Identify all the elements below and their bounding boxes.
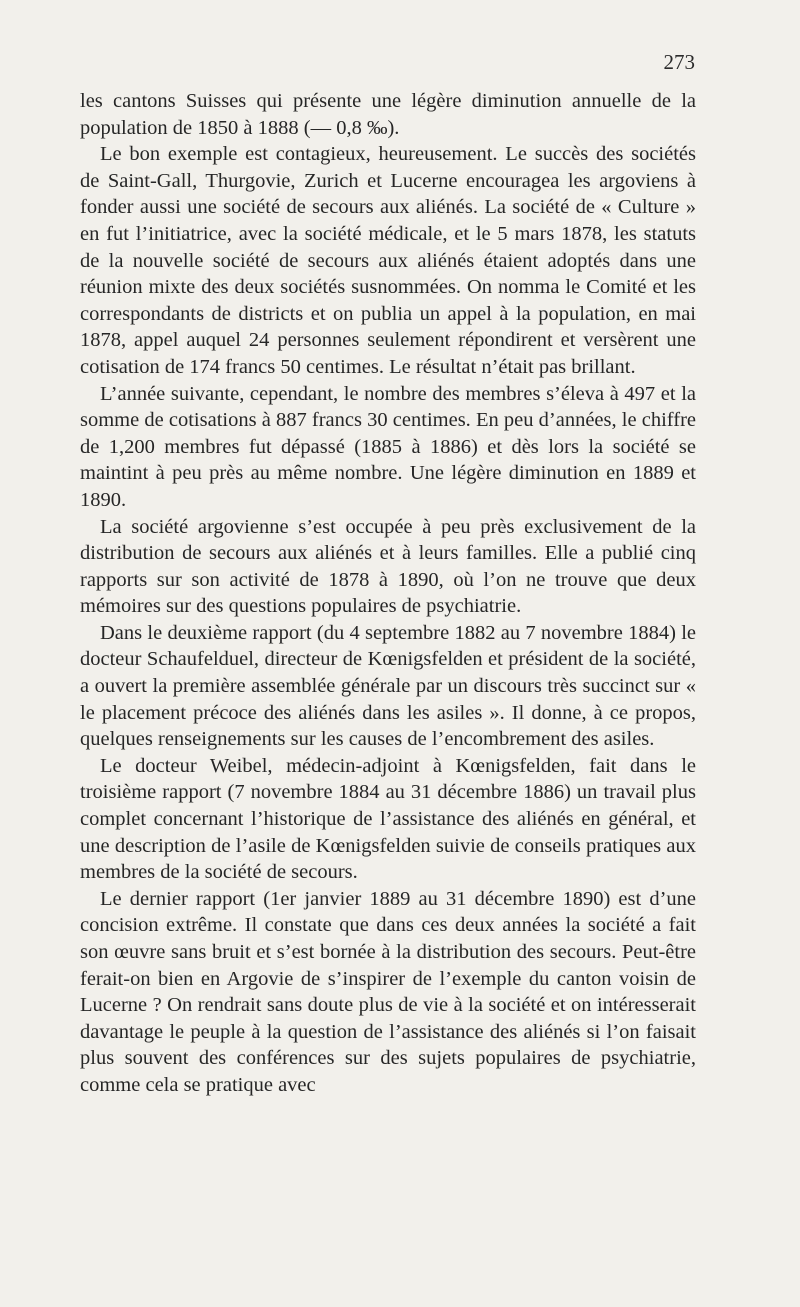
paragraph-7: Le dernier rapport (1er janvier 1889 au 31 décembre 1890) est d’une concision extrême. Il constate que dans ces deux années la société a fait son œuvre sans bruit et s’est bornée à la distribution des secours. Peut-être ferait-on bien en Argovie de s’inspirer de l’exemple du canton voisin de Lucerne ? On rendrait sans doute plus de vie à la société et on intéresserait davantage le peuple à la question de l’assistance des aliénés si l’on faisait plus souvent des conférences sur des sujets populaires de psychiatrie, comme cela se pratique avec bbox=[80, 887, 696, 1096]
page-number: 273 bbox=[663, 50, 695, 74]
paragraph-1: les cantons Suisses qui présente une légère diminution annuelle de la population de 1850 à 1888 (— 0,8 ‰). bbox=[80, 90, 696, 139]
body-text bbox=[80, 88, 696, 1099]
paragraph-3: L’année suivante, cependant, le nombre des membres s’éleva à 497 et la somme de cotisations à 887 francs 30 centimes. En peu d’années, le chiffre de 1,200 membres fut dépassé (1885 à 1886) et dès lors la société se maintint à peu près au même nombre. Une légère diminution en 1889 et 1890. bbox=[80, 382, 696, 511]
paragraph-4: La société argovienne s’est occupée à peu près exclusivement de la distribution de secours aux aliénés et à leurs familles. Elle a publié cinq rapports sur son activité de 1878 à 1890, où l’on ne trouve que deux mémoires sur des questions populaires de psychiatrie. bbox=[80, 515, 696, 618]
paragraph-6: Le docteur Weibel, médecin-adjoint à Kœnigsfelden, fait dans le troisième rapport (7 novembre 1884 au 31 décembre 1886) un travail plus complet concernant l’historique de l’assistance des aliénés en général, et une description de l’asile de Kœnigsfelden suivie de conseils pratiques aux membres de la société de secours. bbox=[80, 754, 696, 884]
paragraph-2: Le bon exemple est contagieux, heureusement. Le succès des sociétés de Saint-Gall, Thurgovie, Zurich et Lucerne encouragea les argoviens à fonder aussi une société de secours aux aliénés. La société de « Culture » en fut l’initiatrice, avec la société médicale, et le 5 mars 1878, les statuts de la nouvelle société de secours aux aliénés étaient adoptés dans une réunion mixte des deux sociétés susnommées. On nomma le Comité et les correspondants de districts et on publia un appel à la population, en mai 1878, appel auquel 24 personnes seulement répondirent et versèrent une cotisation de 174 francs 50 centimes. Le résultat n’était pas brillant. bbox=[80, 143, 696, 378]
paragraph-5: Dans le deuxième rapport (du 4 septembre 1882 au 7 novembre 1884) le docteur Schaufelduel, directeur de Kœnigsfelden et président de la société, a ouvert la première assemblée générale par un discours très succinct sur « le placement précoce des aliénés dans les asiles ». Il donne, à ce propos, quelques renseignements sur les causes de l’encombrement des asiles. bbox=[80, 621, 696, 751]
